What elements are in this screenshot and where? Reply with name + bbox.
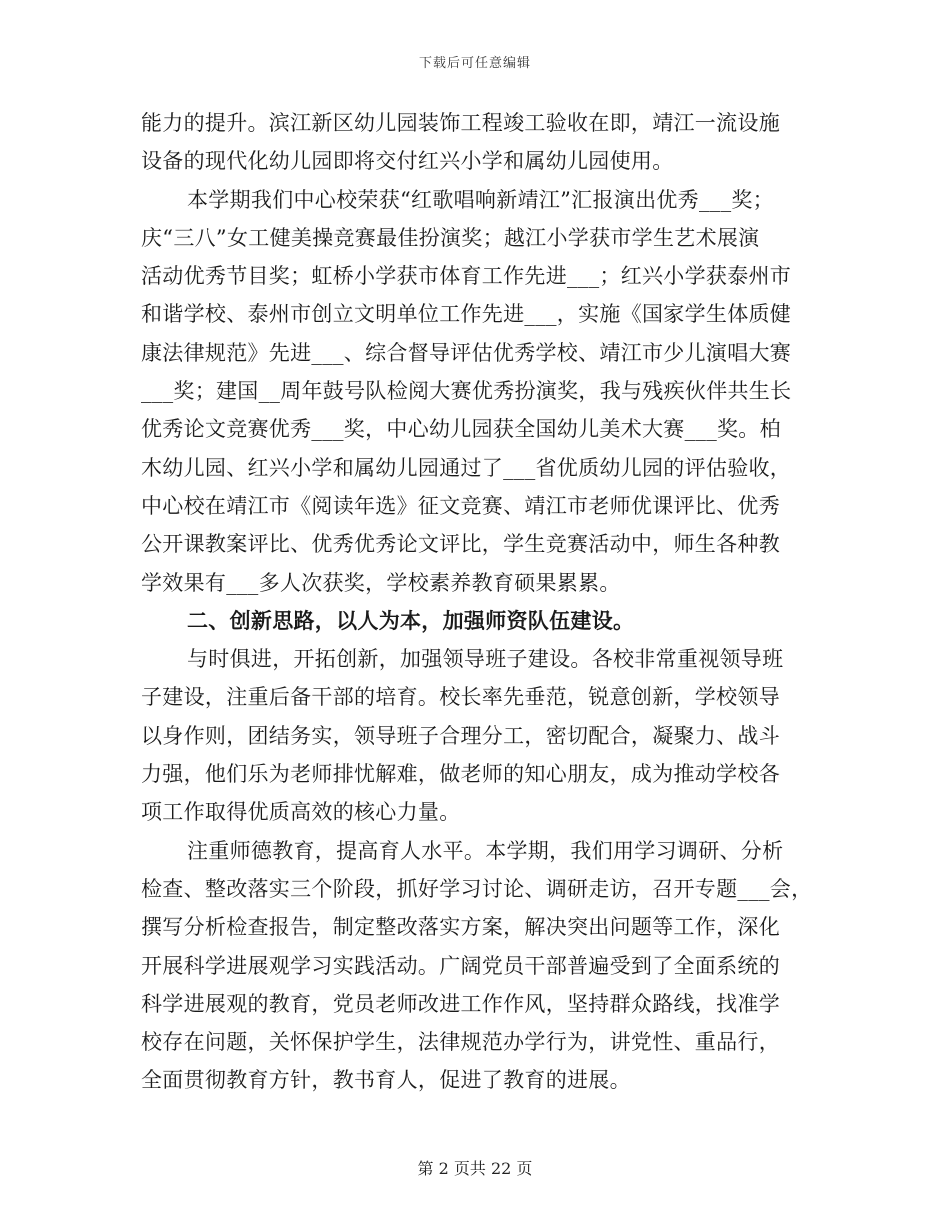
text-line: 公开课教案评比、优秀优秀论文评比，学生竞赛活动中，师生各种教 <box>141 532 780 557</box>
text-line: 庆“三八”女工健美操竞赛最佳扮演奖；越江小学获市学生艺术展演 <box>141 225 760 250</box>
text-line: 设备的现代化幼儿园即将交付红兴小学和属幼儿园使用。 <box>141 149 674 174</box>
text-line: 全面贯彻教育方针，教书育人，促进了教育的进展。 <box>141 1068 631 1093</box>
text-line: 校存在问题，关怀保护学生，法律规范办学行为，讲党性、重品行， <box>141 1030 780 1055</box>
text-line: 中心校在靖江市《阅读年选》征文竞赛、靖江市老师优课评比、优秀 <box>141 493 780 518</box>
section-heading: 二、创新思路，以人为本，加强师资队伍建设。 <box>187 607 635 633</box>
document-body <box>141 104 811 1100</box>
paragraph-start: 本学期我们中心校荣获“红歌唱响新靖江”汇报演出优秀___奖； <box>187 187 774 212</box>
text-line: 活动优秀节目奖；虹桥小学获市体育工作先进___；红兴小学获泰州市 <box>141 264 792 289</box>
text-line: 力强，他们乐为老师排忧解难，做老师的知心朋友，成为推动学校各 <box>141 762 780 787</box>
text-line: 科学进展观的教育，党员老师改进工作作风，坚持群众路线，找准学 <box>141 991 780 1016</box>
text-line: ___奖；建国__周年鼓号队检阅大赛优秀扮演奖，我与残疾伙伴共生长 <box>141 379 792 404</box>
paragraph-start: 与时俱进，开拓创新，加强领导班子建设。各校非常重视领导班 <box>187 647 784 672</box>
paragraph-start: 注重师德教育，提高育人水平。本学期，我们用学习调研、分析 <box>187 838 784 863</box>
text-line: 项工作取得优质高效的核心力量。 <box>141 800 461 825</box>
text-line: 以身作则，团结务实，领导班子合理分工，密切配合，凝聚力、战斗 <box>141 723 780 748</box>
text-line: 检查、整改落实三个阶段，抓好学习讨论、调研走访，召开专题___会， <box>141 876 813 901</box>
page-header: 下载后可任意编辑 <box>418 56 531 71</box>
text-line: 优秀论文竞赛优秀___奖，中心幼儿园获全国幼儿美术大赛___奖。柏 <box>141 417 781 442</box>
page-footer: 第 2 页共 22 页 <box>417 1159 533 1178</box>
text-line: 康法律规范》先进___、综合督导评估优秀学校、靖江市少儿演唱大赛 <box>141 340 792 365</box>
text-line: 木幼儿园、红兴小学和属幼儿园通过了___省优质幼儿园的评估验收， <box>141 455 792 480</box>
text-line: 学效果有___多人次获奖，学校素养教育硕果累累。 <box>141 570 621 595</box>
text-line: 撰写分析检查报告，制定整改落实方案，解决突出问题等工作，深化 <box>141 915 780 940</box>
text-line: 开展科学进展观学习实践活动。广阔党员干部普遍受到了全面系统的 <box>141 953 780 978</box>
text-line: 和谐学校、泰州市创立文明单位工作先进___，实施《国家学生体质健 <box>141 302 792 327</box>
text-line: 能力的提升。滨江新区幼儿园装饰工程竣工验收在即，靖江一流设施 <box>141 111 780 135</box>
text-line: 子建设，注重后备干部的培育。校长率先垂范，锐意创新，学校领导 <box>141 685 780 710</box>
